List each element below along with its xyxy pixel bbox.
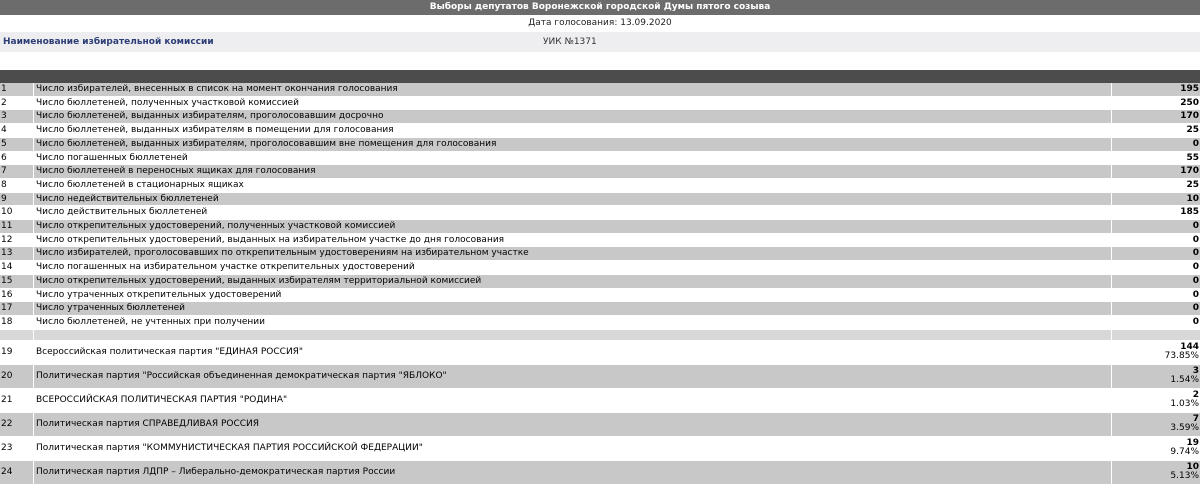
row-value: 185 [1112, 206, 1200, 220]
party-votes: 2 [1112, 391, 1199, 400]
table-row [0, 96, 1200, 110]
row-value: 170 [1112, 165, 1200, 179]
table-row [0, 124, 1200, 138]
party-number: 20 [0, 364, 34, 388]
section-separator [0, 329, 1200, 340]
party-votes: 144 [1112, 343, 1199, 352]
voting-date [0, 15, 1200, 32]
row-value: 170 [1112, 110, 1200, 124]
table-row [0, 288, 1200, 302]
row-name: Число бюллетеней, выданных избирателям в помещении для голосования [34, 124, 1112, 138]
table-row [0, 192, 1200, 206]
party-row [0, 436, 1200, 460]
party-result [1112, 460, 1200, 484]
row-number: 2 [0, 96, 34, 110]
date-label: Дата голосования: [528, 18, 617, 28]
table-row [0, 151, 1200, 165]
party-votes: 3 [1112, 367, 1199, 376]
row-name: Число погашенных бюллетеней [34, 151, 1112, 165]
row-number: 15 [0, 274, 34, 288]
row-name: Число бюллетеней в стационарных ящиках [34, 178, 1112, 192]
party-row [0, 364, 1200, 388]
table-row [0, 110, 1200, 124]
row-number: 17 [0, 302, 34, 316]
row-name: Число действительных бюллетеней [34, 206, 1112, 220]
table-row [0, 178, 1200, 192]
party-result [1112, 340, 1200, 364]
row-value: 0 [1112, 220, 1200, 234]
date-value: 13.09.2020 [620, 18, 672, 28]
party-result [1112, 388, 1200, 412]
row-value: 0 [1112, 137, 1200, 151]
party-result [1112, 364, 1200, 388]
party-name: ВСЕРОССИЙСКАЯ ПОЛИТИЧЕСКАЯ ПАРТИЯ "РОДИНА" [34, 388, 1112, 412]
party-number: 23 [0, 436, 34, 460]
party-name: Политическая партия "Российская объединенная демократическая партия "ЯБЛОКО" [34, 364, 1112, 388]
row-value: 0 [1112, 247, 1200, 261]
row-name: Число бюллетеней, полученных участковой комиссией [34, 96, 1112, 110]
table-row [0, 165, 1200, 179]
row-number: 11 [0, 220, 34, 234]
row-number: 4 [0, 124, 34, 138]
row-value: 0 [1112, 233, 1200, 247]
row-value: 0 [1112, 315, 1200, 329]
party-result [1112, 412, 1200, 436]
party-votes: 7 [1112, 415, 1199, 424]
row-name: Число избирателей, внесенных в список на момент окончания голосования [34, 83, 1112, 96]
row-name: Число бюллетеней, выданных избирателям, проголосовавшим досрочно [34, 110, 1112, 124]
table-row [0, 261, 1200, 275]
party-name: Политическая партия "КОММУНИСТИЧЕСКАЯ ПАРТИЯ РОССИЙСКОЙ ФЕДЕРАЦИИ" [34, 436, 1112, 460]
table-row [0, 274, 1200, 288]
commission-label: Наименование избирательной комиссии [0, 37, 543, 47]
row-name: Число погашенных на избирательном участке открепительных удостоверений [34, 261, 1112, 275]
table-row [0, 137, 1200, 151]
table-row [0, 233, 1200, 247]
party-row [0, 340, 1200, 364]
party-name: Политическая партия СПРАВЕДЛИВАЯ РОССИЯ [34, 412, 1112, 436]
row-name: Число открепительных удостоверений, выданных избирателям территориальной комиссией [34, 274, 1112, 288]
row-number: 8 [0, 178, 34, 192]
table-row [0, 315, 1200, 329]
row-number: 10 [0, 206, 34, 220]
row-number: 18 [0, 315, 34, 329]
results-table [0, 83, 1200, 485]
row-number: 7 [0, 165, 34, 179]
party-number: 21 [0, 388, 34, 412]
row-number: 16 [0, 288, 34, 302]
party-percent: 1.54% [1112, 376, 1199, 385]
row-value: 55 [1112, 151, 1200, 165]
row-value: 0 [1112, 302, 1200, 316]
row-name: Число бюллетеней, не учтенных при получении [34, 315, 1112, 329]
party-percent: 73.85% [1112, 352, 1199, 361]
party-name: Политическая партия ЛДПР – Либерально-демократическая партия России [34, 460, 1112, 484]
row-value: 250 [1112, 96, 1200, 110]
row-value: 10 [1112, 192, 1200, 206]
row-value: 25 [1112, 178, 1200, 192]
row-value: 25 [1112, 124, 1200, 138]
page-title: Выборы депутатов Воронежской городской Думы пятого созыва [0, 0, 1200, 15]
party-name: Всероссийская политическая партия "ЕДИНАЯ РОССИЯ" [34, 340, 1112, 364]
row-name: Число утраченных бюллетеней [34, 302, 1112, 316]
party-percent: 1.03% [1112, 400, 1199, 409]
table-row [0, 220, 1200, 234]
party-percent: 5.13% [1112, 472, 1199, 481]
commission-value: УИК №1371 [543, 37, 597, 47]
row-number: 6 [0, 151, 34, 165]
row-name: Число открепительных удостоверений, выданных на избирательном участке до дня голосования [34, 233, 1112, 247]
table-header-bar [0, 70, 1200, 83]
row-name: Число бюллетеней, выданных избирателям, проголосовавшим вне помещения для голосования [34, 137, 1112, 151]
spacer [0, 52, 1200, 70]
row-name: Число утраченных открепительных удостоверений [34, 288, 1112, 302]
row-number: 14 [0, 261, 34, 275]
row-value: 0 [1112, 261, 1200, 275]
row-value: 0 [1112, 288, 1200, 302]
party-votes: 19 [1112, 439, 1199, 448]
party-number: 19 [0, 340, 34, 364]
row-number: 1 [0, 83, 34, 96]
party-row [0, 460, 1200, 484]
party-row [0, 388, 1200, 412]
commission-row [0, 32, 1200, 52]
row-value: 195 [1112, 83, 1200, 96]
party-percent: 3.59% [1112, 424, 1199, 433]
row-number: 5 [0, 137, 34, 151]
table-row [0, 206, 1200, 220]
row-name: Число бюллетеней в переносных ящиках для голосования [34, 165, 1112, 179]
table-row [0, 247, 1200, 261]
row-number: 3 [0, 110, 34, 124]
party-percent: 9.74% [1112, 448, 1199, 457]
row-number: 9 [0, 192, 34, 206]
party-votes: 10 [1112, 463, 1199, 472]
row-name: Число открепительных удостоверений, полученных участковой комиссией [34, 220, 1112, 234]
party-result [1112, 436, 1200, 460]
party-number: 22 [0, 412, 34, 436]
row-value: 0 [1112, 274, 1200, 288]
row-number: 12 [0, 233, 34, 247]
row-name: Число избирателей, проголосовавших по открепительным удостоверениям на избирательном участке [34, 247, 1112, 261]
row-number: 13 [0, 247, 34, 261]
row-name: Число недействительных бюллетеней [34, 192, 1112, 206]
table-row [0, 302, 1200, 316]
party-row [0, 412, 1200, 436]
table-row [0, 83, 1200, 96]
party-number: 24 [0, 460, 34, 484]
